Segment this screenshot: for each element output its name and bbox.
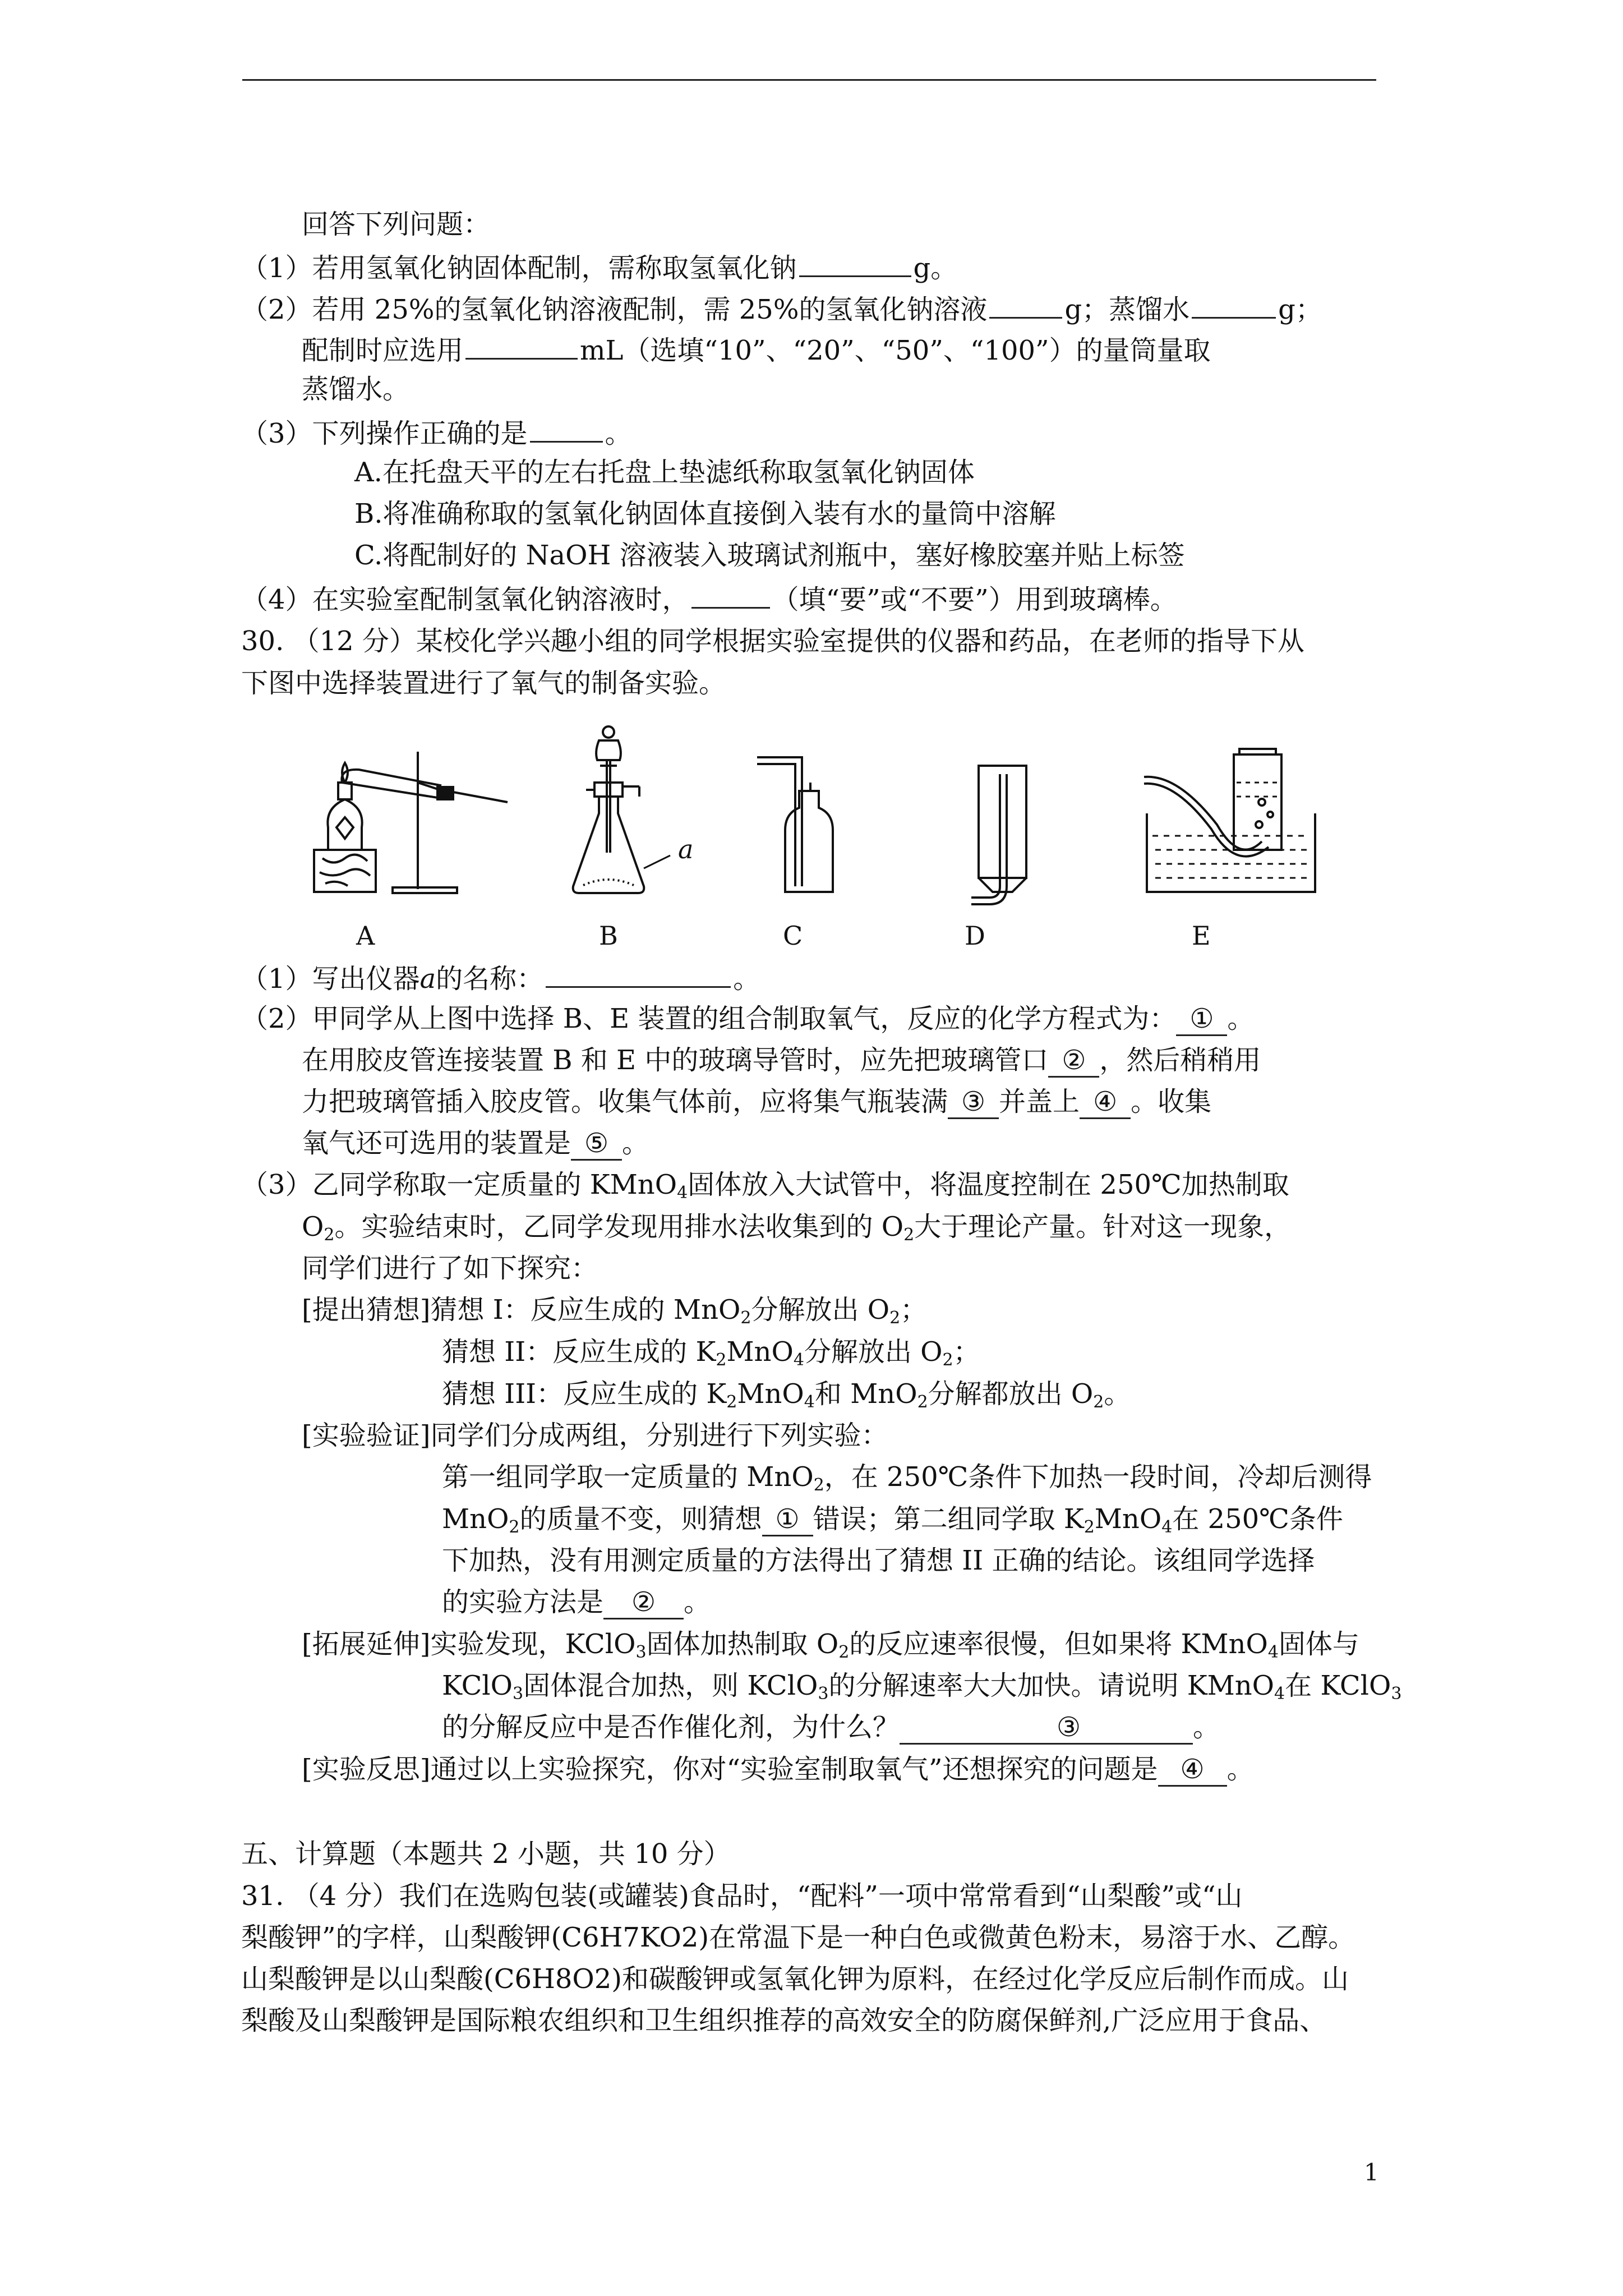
reflection-line: [实验反思]通过以上实验探究，你对“实验室制取氧气”还想探究的问题是 ④ 。 [302,1752,1254,1786]
verification-intro: [实验验证]同学们分成两组，分别进行下列实验： [302,1420,888,1451]
q31-line3: 山梨酸钾是以山梨酸(C6H8O2)和碳酸钾或氢氧化钾为原料，在经过化学反应后制作而成。山 [241,1963,1349,1995]
verification-line1: 第一组同学取一定质量的 MnO$_2$，在 250℃条件下加热一段时间，冷却后测得 [442,1461,1372,1495]
q29-part4: （4）在实验室配制氢氧化钠溶液时， （填“要”或“不要”）用到玻璃棒。 [241,580,1177,616]
answer-blank[interactable]: ② [603,1586,684,1619]
apparatus-label-c: C [783,921,803,951]
verification-line3: 下加热，没有用测定质量的方法得出了猜想 II 正确的结论。该组同学选择 [442,1545,1315,1576]
q30-part3-line3: 同学们进行了如下探究： [302,1253,598,1284]
apparatus-c-drawing [757,757,833,892]
apparatus-b-drawing [573,726,670,893]
q30-part3-line2: $O_2$。实验结束时，乙同学发现用排水法收集到的 $O_2$大于理论产量。针对这一现象， [302,1211,1292,1245]
q30-part2-line3: 力把玻璃管插入胶皮管。收集气体前，应将集气瓶装满 ③ 并盖上 ④ 。收集 [302,1085,1211,1119]
hypothesis-1: [提出猜想]猜想 I：反应生成的 MnO$_2$分解放出 $O_2$； [302,1294,928,1328]
hypothesis-3: 猜想 III：反应生成的 $K_2MnO_4$和 MnO$_2$分解都放出 $O_2$。 [442,1378,1131,1412]
answer-blank[interactable]: ② [1048,1045,1099,1078]
q29-option-c: C.将配制好的 NaOH 溶液装入玻璃试剂瓶中，塞好橡胶塞并贴上标签 [354,540,1185,571]
section-five-title: 五、计算题（本题共 2 小题，共 10 分） [241,1838,731,1870]
answer-blank[interactable] [546,959,731,988]
instrument-a-label: a [678,834,694,864]
page-number: 1 [1364,2159,1379,2186]
answer-blank[interactable]: ⑤ [571,1128,622,1161]
verification-line2: MnO$_2$的质量不变，则猜想 ① 错误；第二组同学取 $K_2MnO_4$在 250℃条件 [442,1503,1343,1537]
apparatus-label-e: E [1192,921,1211,951]
apparatus-label-a: A [356,921,375,951]
extension-line3: 的分解反应中是否作催化剂，为什么？ ③ 。 [442,1710,1220,1744]
apparatus-e-drawing [1144,749,1315,892]
q29-option-b: B.将准确称取的氢氧化钠固体直接倒入装有水的量筒中溶解 [354,498,1056,530]
hypothesis-2: 猜想 II：反应生成的 $K_2MnO_4$分解放出 $O_2$； [442,1336,980,1370]
answer-blank[interactable]: ④ [1158,1754,1227,1787]
apparatus-label-d: D [965,921,985,951]
answer-blank[interactable]: ① [1176,1003,1227,1036]
answer-blank[interactable]: ④ [1080,1086,1131,1119]
apparatus-label-b: B [599,921,618,951]
q29-option-a: A.在托盘天平的左右托盘上垫滤纸称取氢氧化钠固体 [354,457,975,488]
q31-line2: 梨酸钾”的字样，山梨酸钾(C6H7KO2)在常温下是一种白色或微黄色粉末，易溶于水、乙醇。 [241,1922,1355,1953]
extension-line1: [拓展延伸]实验发现，KClO$_3$固体加热制取 $O_2$的反应速率很慢，但如果将 KMnO$_4$固体与 [302,1628,1359,1662]
apparatus-d-drawing [971,766,1026,904]
answer-blank[interactable]: ③ [948,1086,999,1119]
q30-part2-line2: 在用胶皮管连接装置 B 和 E 中的玻璃导管时，应先把玻璃管口 ② ，然后稍稍用 [302,1043,1261,1077]
q29-part2-line2: 配制时应选用 mL（选填“10”、“20”、“50”、“100”）的量筒量取 [302,331,1211,367]
q29-part1: （1）若用氢氧化钠固体配制，需称取氢氧化钠 g。 [241,249,957,285]
q31-line1: 31. （4 分）我们在选购包装(或罐装)食品时，“配料”一项中常常看到“山梨酸”或“山 [241,1880,1243,1912]
q30-part1: （1）写出仪器a的名称： 。 [241,959,760,996]
q30-part3-line1: （3）乙同学称取一定质量的 KMnO$_4$固体放入大试管中，将温度控制在 250℃加热制取 [241,1169,1289,1203]
q30-heading-line2: 下图中选择装置进行了氧气的制备实验。 [241,668,726,699]
answer-blank[interactable]: ① [762,1503,813,1536]
answer-blank[interactable]: ③ [900,1711,1193,1745]
q29-part3: （3）下列操作正确的是 。 [241,414,632,450]
q30-part2-line4: 氧气还可选用的装置是 ⑤ 。 [302,1126,649,1160]
q29-part2-line3: 蒸馏水。 [302,374,410,405]
q31-line4: 梨酸及山梨酸钾是国际粮农组织和卫生组织推荐的高效安全的防腐保鲜剂,广泛应用于食品、 [241,2005,1327,2036]
q29-part2-line1: （2）若用 25%的氢氧化钠溶液配制，需 25%的氢氧化钠溶液 g；蒸馏水 g； [241,290,1322,326]
extension-line2: KClO$_3$固体混合加热，则 KClO$_3$的分解速率大大加快。请说明 KMnO$_4$在 KClO$_3$ [442,1670,1402,1704]
q30-part2-line1: （2）甲同学从上图中选择 B、E 装置的组合制取氧气，反应的化学方程式为： ① 。 [241,1002,1254,1036]
apparatus-a-drawing [314,752,508,893]
q29-intro: 回答下列问题： [302,209,491,240]
q30-heading-line1: 30. （12 分）某校化学兴趣小组的同学根据实验室提供的仪器和药品，在老师的指导下从 [241,625,1304,657]
verification-line4: 的实验方法是 ② 。 [442,1585,711,1619]
